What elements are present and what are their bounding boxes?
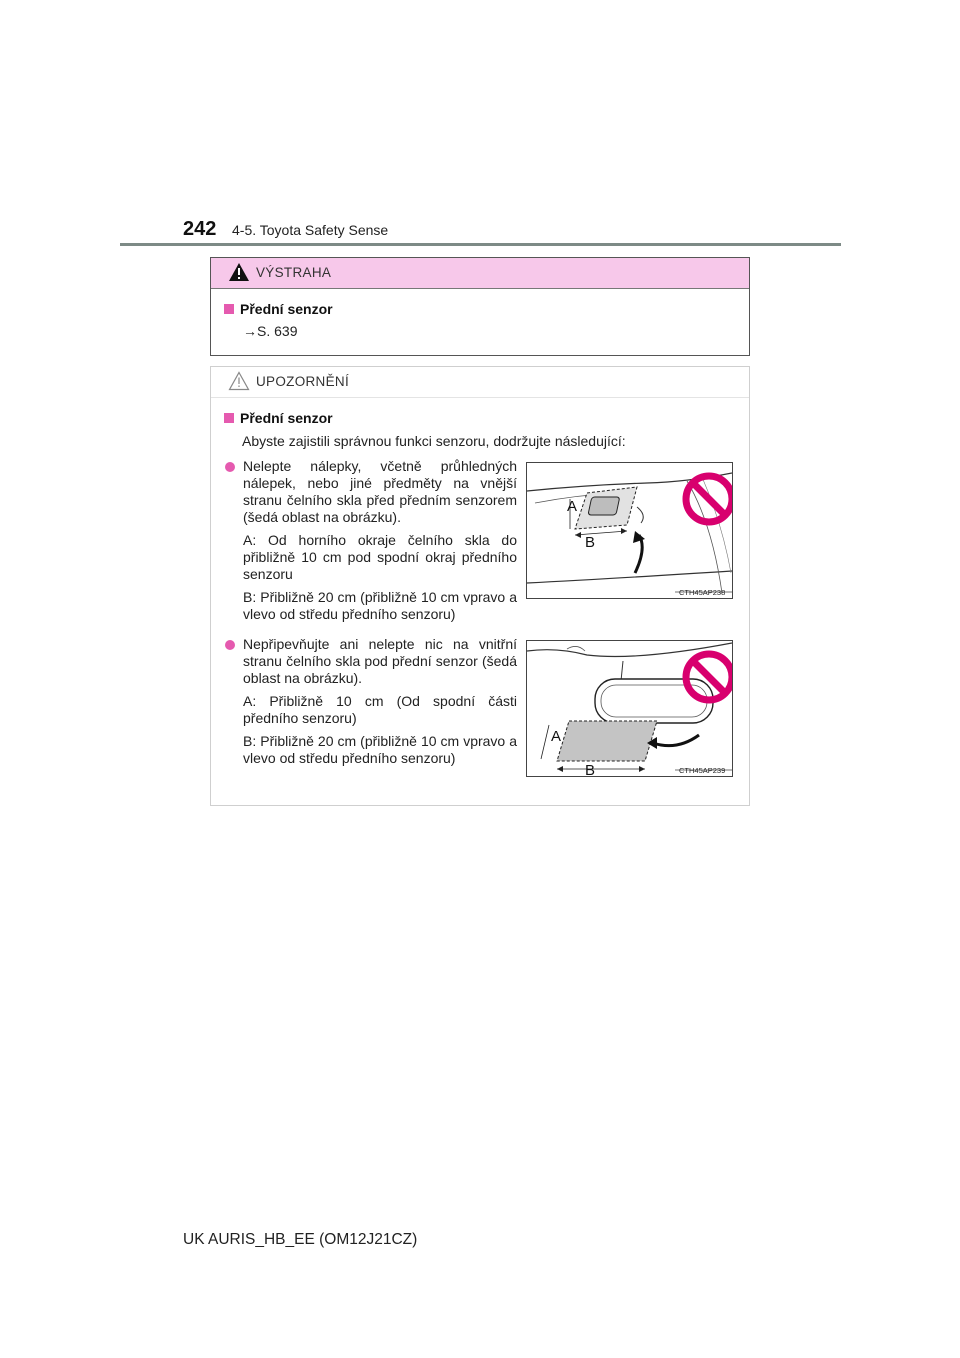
circle-bullet-icon	[225, 640, 235, 650]
warning-section-title: Přední senzor	[224, 301, 333, 317]
item-note-a: A: Od horního okraje čelního skla do přibližně 10 cm pod spodní okraj předního senzoru	[243, 532, 517, 582]
figure-code: CTH45AP238	[679, 588, 726, 597]
item-note-b: B: Přibližně 20 cm (přibližně 10 cm vpravo a vlevo od středu předního senzoru)	[243, 733, 517, 766]
figure-label-a: A	[551, 728, 562, 745]
notice-label: UPOZORNĚNÍ	[256, 374, 350, 389]
figure-label-a: A	[567, 498, 578, 515]
windshield-outside-illustration	[527, 463, 732, 598]
warning-header	[211, 258, 749, 289]
item-note-b: B: Přibližně 20 cm (přibližně 10 cm vpravo a vlevo od středu předního senzoru)	[243, 589, 517, 622]
warning-label: VÝSTRAHA	[256, 265, 332, 280]
page-number: 242	[183, 218, 217, 240]
item-text: Nelepte nálepky, včetně průhledných nálepek, nebo jiné předměty na vnější stranu čelního skla před předním senzorem (šedá oblast na obrázku).	[243, 458, 517, 525]
item-note-a: A: Přibližně 10 cm (Od spodní části předního senzoru)	[243, 693, 517, 726]
square-bullet-icon	[224, 304, 234, 314]
figure-code: CTH45AP239	[679, 766, 726, 775]
warning-reference: →S. 639	[243, 323, 298, 339]
figure-label-b: B	[585, 762, 596, 776]
caution-triangle-icon	[228, 371, 250, 391]
figure-label-b: B	[585, 534, 596, 551]
figure-windshield-outside	[526, 462, 733, 599]
figure-windshield-inside	[526, 640, 733, 777]
notice-box	[210, 366, 750, 806]
warning-box	[210, 257, 750, 356]
warning-triangle-icon	[228, 262, 250, 282]
item-text: Nepřipevňujte ani nelepte nic na vnitřní stranu čelního skla pod přední senzor (šedá oblast na obrázku).	[243, 636, 517, 686]
square-bullet-icon	[224, 413, 234, 423]
list-item	[225, 458, 517, 623]
notice-header	[211, 367, 749, 398]
header-rule	[120, 243, 841, 246]
notice-intro: Abyste zajistili správnou funkci senzoru, dodržujte následující:	[242, 433, 626, 449]
footer-model: UK AURIS_HB_EE (OM12J21CZ)	[183, 1231, 418, 1248]
windshield-inside-illustration	[527, 641, 732, 776]
circle-bullet-icon	[225, 462, 235, 472]
notice-section-title: Přední senzor	[224, 410, 333, 426]
list-item	[225, 636, 517, 767]
section-title: 4-5. Toyota Safety Sense	[232, 222, 389, 238]
